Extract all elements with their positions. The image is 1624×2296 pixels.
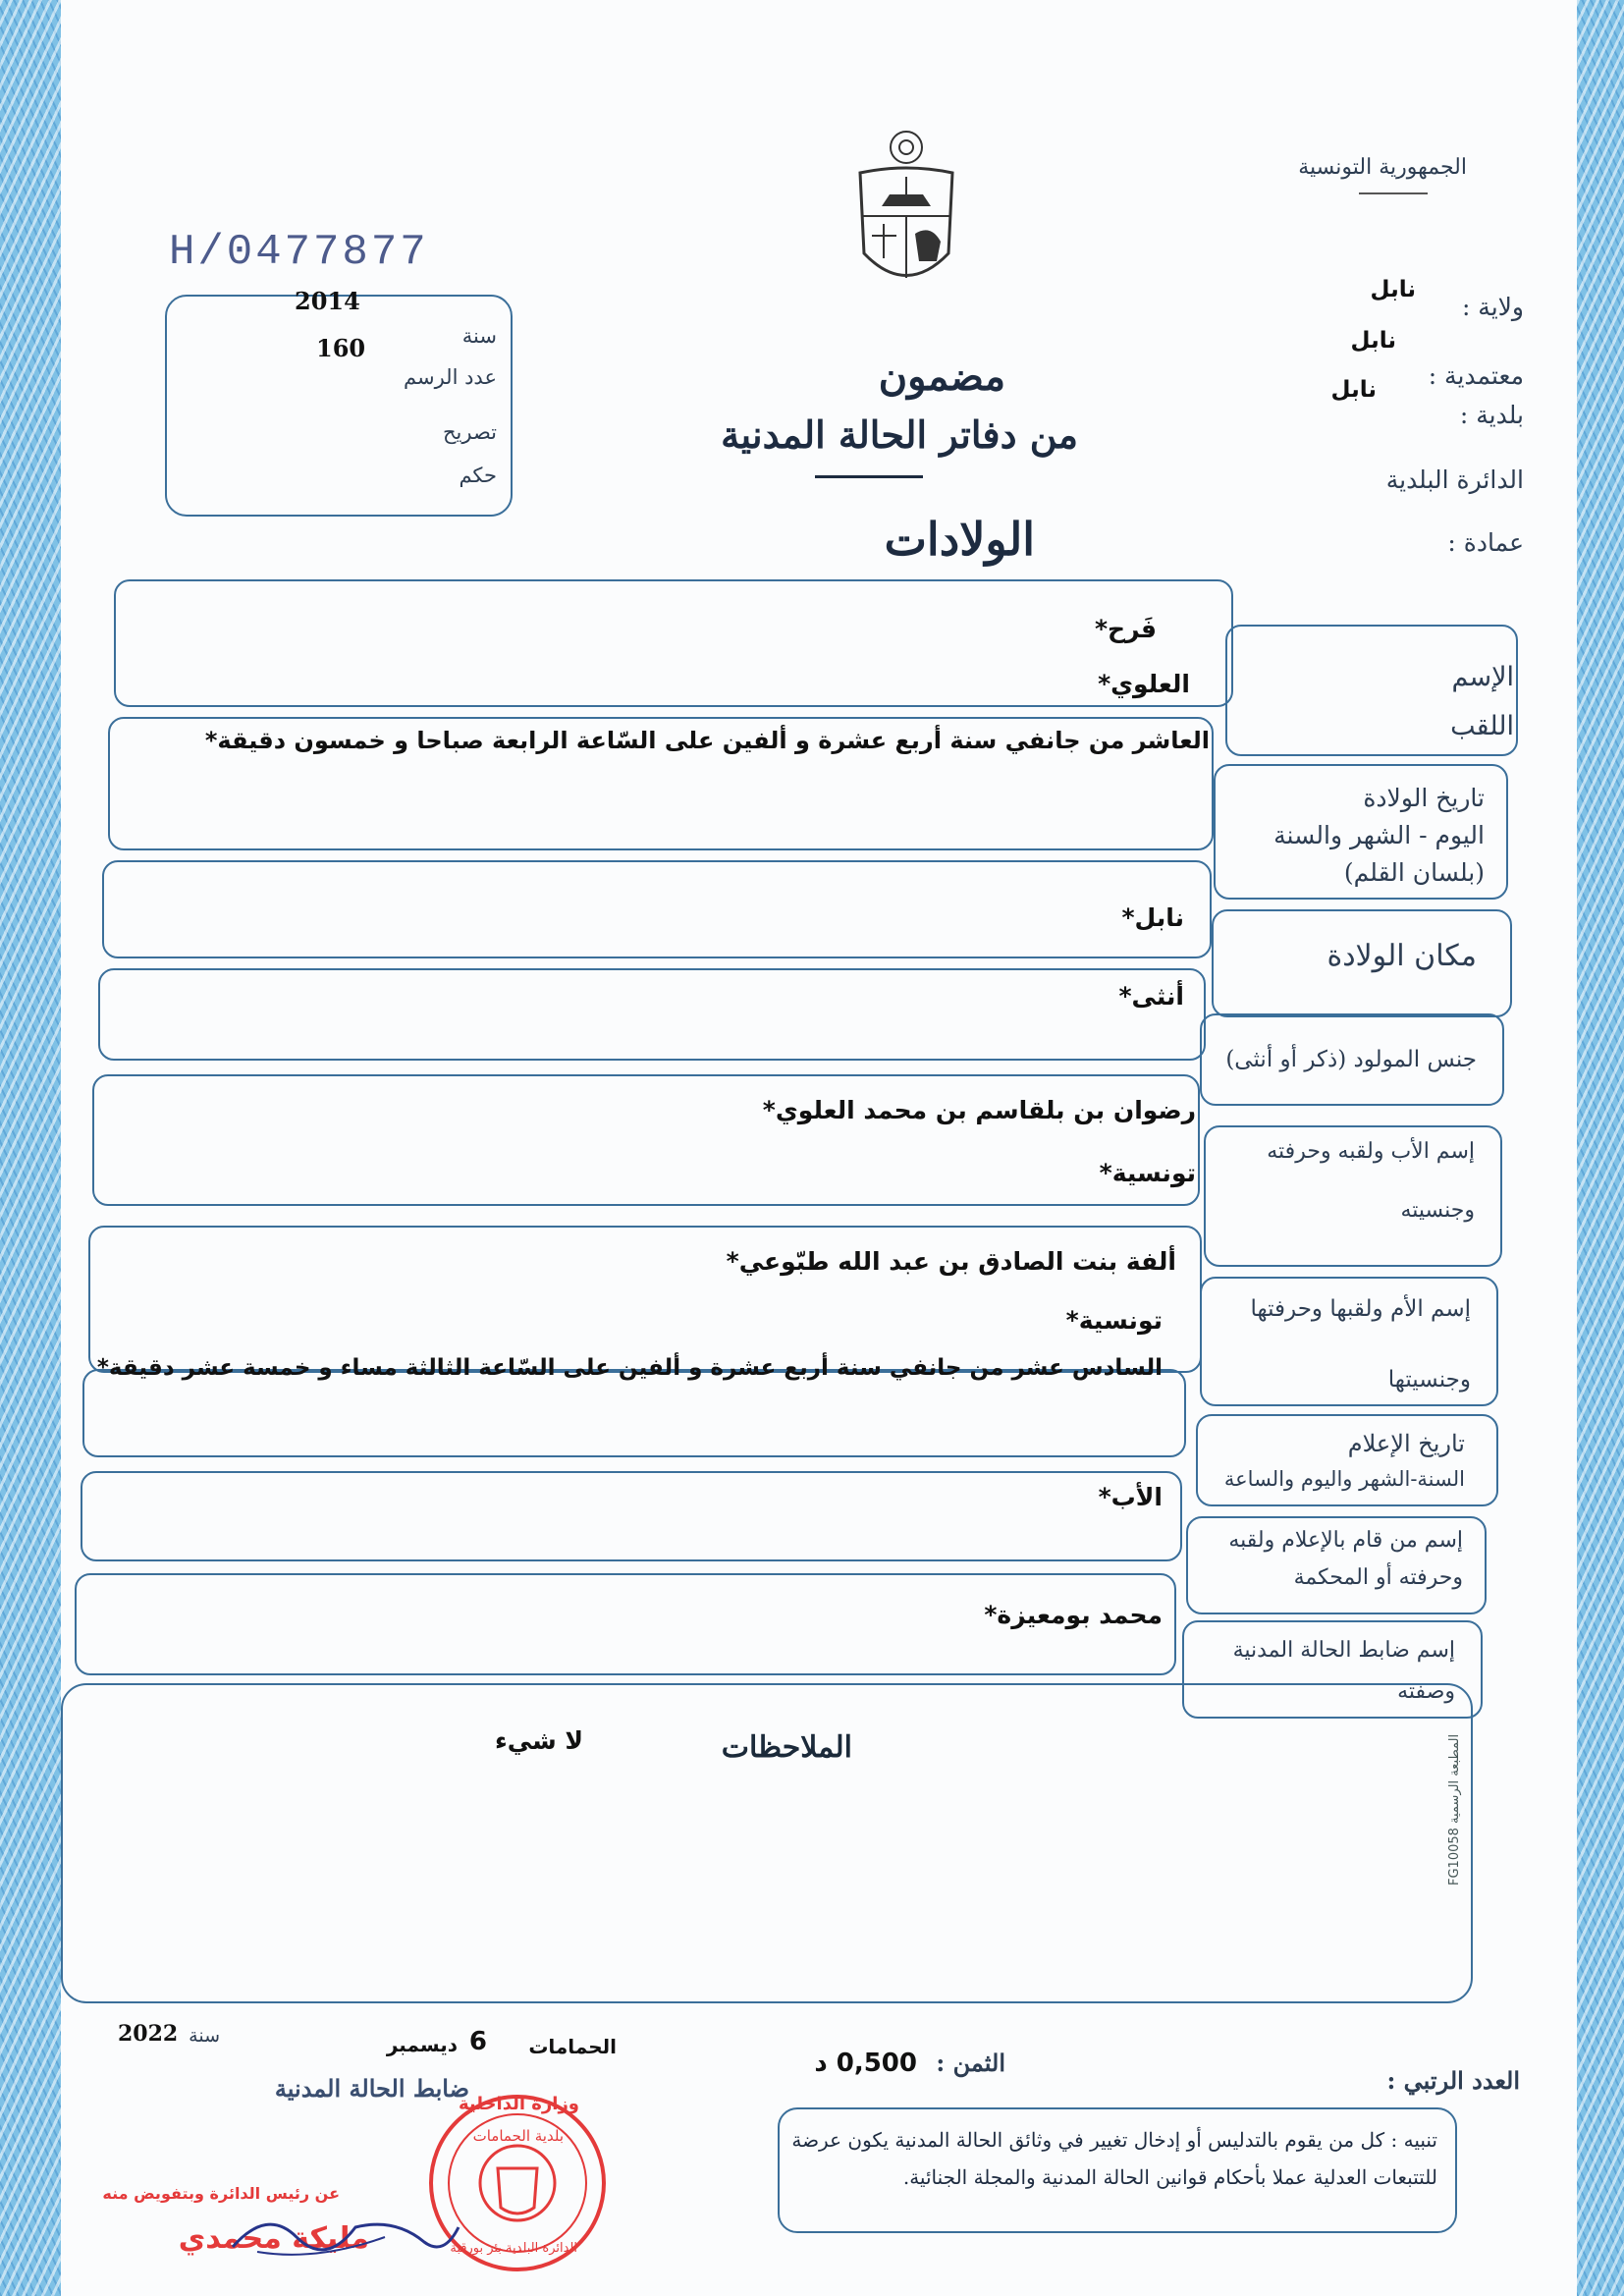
country-name: الجمهورية التونسية — [1298, 155, 1467, 180]
officer-label-2: وصفته — [1397, 1679, 1455, 1704]
mother-label-2: وجنسيتها — [1387, 1367, 1471, 1393]
officer-label-1: إسم ضابط الحالة المدنية — [1232, 1638, 1455, 1663]
registry-record-label: عدد الرسم — [404, 365, 497, 389]
footer-year-value: 2022 — [118, 2021, 179, 2047]
first-name-value: فَرح* — [1094, 615, 1157, 643]
stamp-bottom-text: الدائرة البلدية بئر بورقبة — [450, 2241, 577, 2256]
father-label-1: إسم الأب ولقبه وحرفته — [1267, 1139, 1475, 1164]
birth-place-value: نابل* — [1121, 903, 1184, 932]
last-name-value: العلوي* — [1098, 670, 1190, 698]
registry-year-value: 2014 — [295, 287, 360, 315]
declaration-date-label-2: السنة-الشهر واليوم والساعة — [1223, 1467, 1465, 1491]
remarks-value: لا شيء — [495, 1726, 583, 1755]
declarant-label-1: إسم من قام بالإعلام ولقبه — [1228, 1528, 1463, 1553]
stamp-middle-text: بلدية الحمامات — [472, 2127, 564, 2145]
father-nationality-value: تونسية* — [1099, 1159, 1196, 1187]
birth-place-label: مكان الولادة — [1326, 939, 1477, 973]
warning-line-1: تنبيه : كل من يقوم بالتدليس أو إدخال تغيير في وثائق الحالة المدنية يكون عرضة — [791, 2128, 1437, 2152]
last-name-label: اللقب — [1450, 711, 1514, 741]
decorative-left-border — [0, 0, 61, 2296]
governorate-value: نابل — [1370, 277, 1416, 302]
registry-record-value: 160 — [316, 334, 366, 362]
birth-date-label-1: تاريخ الولادة — [1363, 784, 1485, 812]
remarks-label: الملاحظات — [721, 1730, 852, 1765]
decorative-right-border — [1577, 0, 1624, 2296]
footer-year-label: سنة — [189, 2025, 220, 2047]
title-underline — [815, 475, 923, 478]
municipality-value: نابل — [1330, 377, 1377, 403]
footer-price-label: الثمن : — [936, 2049, 1005, 2077]
sex-value-box — [98, 968, 1206, 1061]
stamp-top-text: وزارة الداخلية — [458, 2094, 579, 2114]
footer-day: 6 — [468, 2027, 487, 2056]
name-value-box — [114, 579, 1233, 707]
tunisia-coat-of-arms-icon — [852, 126, 960, 302]
sex-label: جنس المولود (ذكر أو أنثى) — [1225, 1047, 1477, 1072]
district-label: الدائرة البلدية — [1385, 465, 1524, 494]
sex-value: أنثى* — [1118, 982, 1184, 1011]
registry-declaration-label: تصريح — [442, 420, 497, 444]
footer-price-value: 0,500 د — [814, 2049, 917, 2078]
declarant-value: الأب* — [1098, 1483, 1163, 1511]
birth-date-value: العاشر من جانفي سنة أربع عشرة و ألفين على السّاعة الرابعة صباحا و خمسون دقيقة* — [204, 727, 1210, 754]
signature-scribble-icon — [228, 2198, 463, 2267]
birth-date-label-2: اليوم - الشهر والسنة — [1273, 821, 1485, 849]
municipality-label: بلدية : — [1459, 401, 1524, 429]
declarant-label-2: وحرفته أو المحكمة — [1293, 1565, 1463, 1590]
signatory-name: مليكة محمدي — [178, 2221, 369, 2256]
footer-officer-title: ضابط الحالة المدنية — [274, 2074, 469, 2103]
imada-label: عمادة : — [1447, 528, 1524, 557]
printer-mark: المطبعة الرسمية FG10058 — [1447, 1733, 1462, 1886]
country-underline — [1359, 192, 1428, 194]
declaration-date-value-box — [82, 1369, 1186, 1457]
registry-judgment-label: حكم — [459, 464, 497, 487]
serial-number: H/0477877 — [169, 228, 429, 277]
declaration-date-label-box — [1196, 1414, 1498, 1506]
registry-year-label: سنة — [461, 324, 497, 348]
warning-line-2: للتتبعات العدلية عملا بأحكام قوانين الحالة المدنية والمجلة الجنائية. — [902, 2165, 1437, 2189]
mother-label-1: إسم الأم ولقبها وحرفتها — [1250, 1296, 1471, 1322]
first-name-label: الإسم — [1451, 662, 1514, 692]
delegation-value: نابل — [1350, 328, 1396, 354]
mother-name-value: ألفة بنت الصادق بن عبد الله طبّوعي* — [726, 1247, 1176, 1276]
delegation-label: معتمدية : — [1428, 361, 1524, 390]
footer-serial-label: العدد الرتبي : — [1386, 2066, 1520, 2095]
father-value-box — [92, 1074, 1200, 1206]
footer-place: الحمامات — [528, 2035, 617, 2058]
governorate-label: ولاية : — [1461, 293, 1524, 321]
document-title-main: مضمون — [878, 354, 1005, 400]
father-name-value: رضوان بن بلقاسم بن محمد العلوي* — [762, 1096, 1196, 1124]
declaration-date-label-1: تاريخ الإعلام — [1347, 1430, 1465, 1457]
mother-nationality-value: تونسية* — [1065, 1306, 1163, 1335]
declarant-value-box — [81, 1471, 1182, 1561]
delegation-note: عن رئيس الدائرة وبتفويض منه — [102, 2184, 340, 2203]
document-title-sub: من دفاتر الحالة المدنية — [721, 412, 1078, 457]
footer-month: ديسمبر — [386, 2033, 458, 2056]
declaration-date-value: السادس عشر من جانفي سنة أربع عشرة و ألفين على السّاعة الثالثة مساء و خمسة عشر دقيقة* — [96, 1355, 1163, 1381]
birth-place-value-box — [102, 860, 1212, 958]
father-label-2: وجنسيته — [1400, 1198, 1475, 1223]
birth-date-label-3: (بلسان القلم) — [1343, 858, 1485, 887]
officer-value: محمد بومعيزة* — [984, 1601, 1163, 1629]
section-title-births: الولادات — [884, 513, 1035, 566]
